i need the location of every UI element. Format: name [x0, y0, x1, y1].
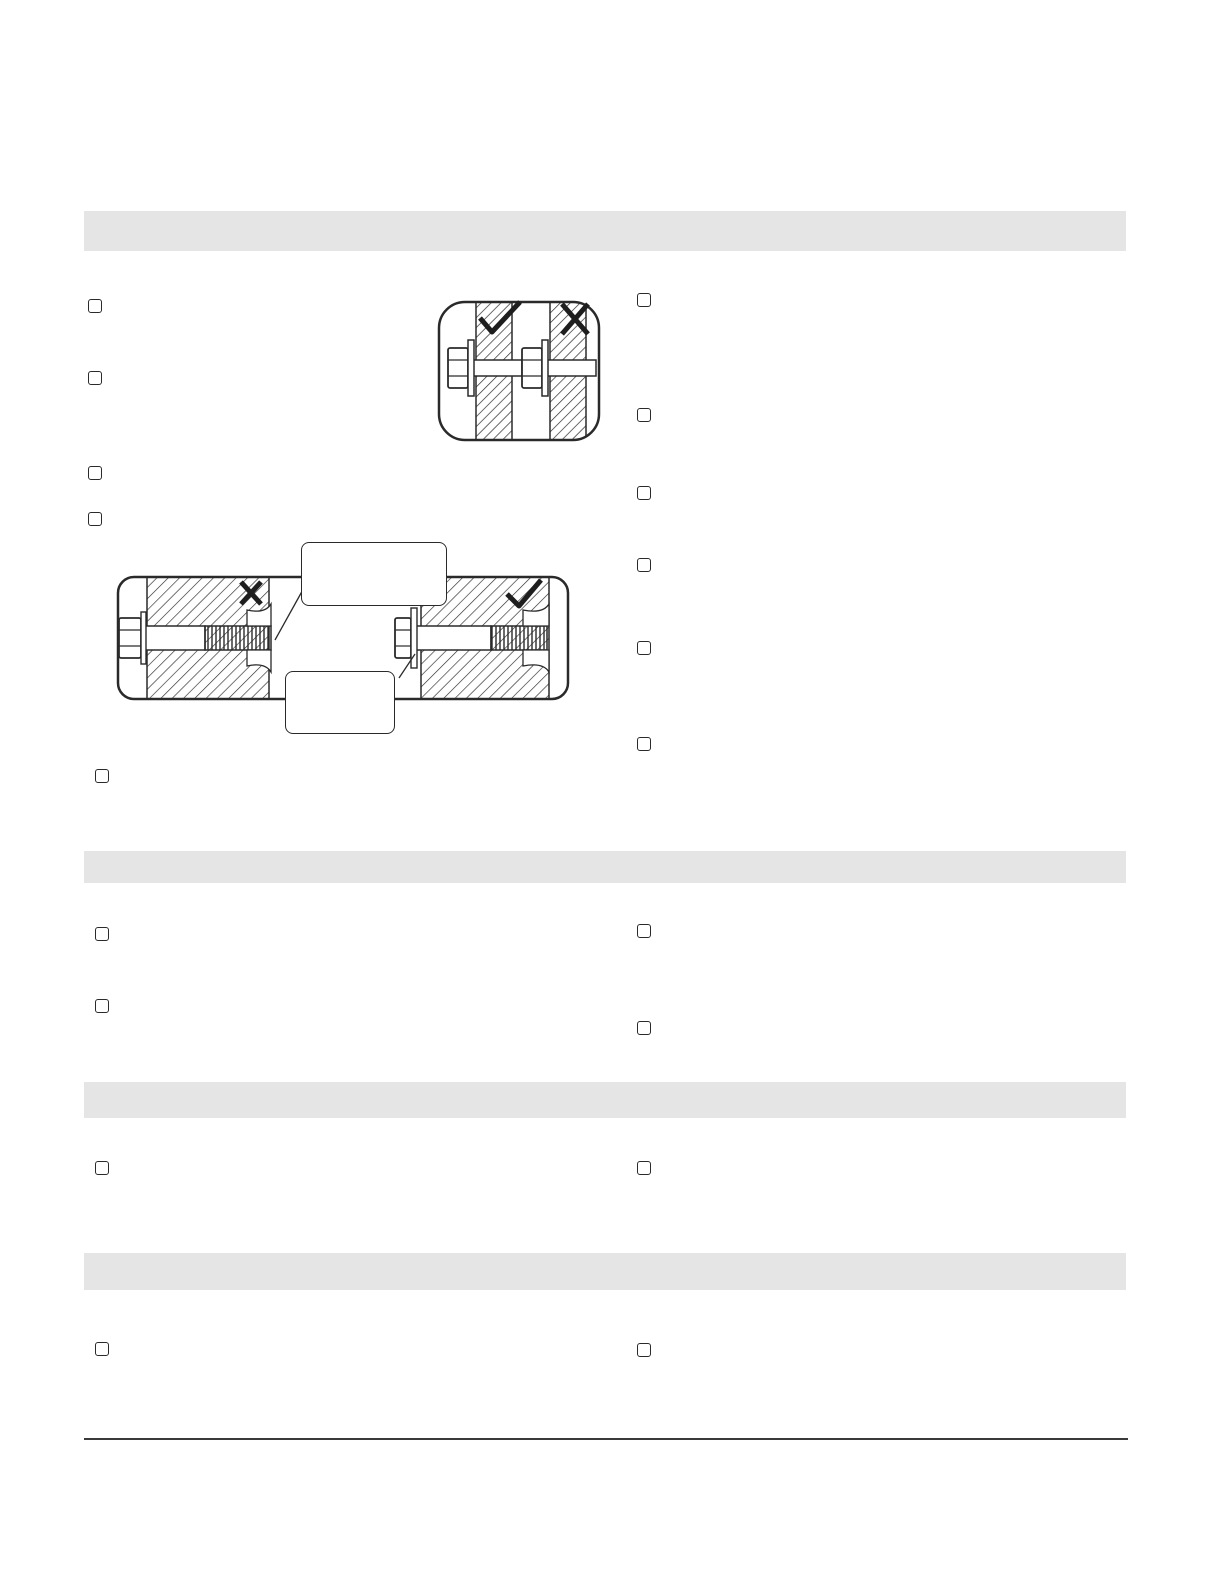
- checklist-checkbox[interactable]: [637, 558, 651, 572]
- checklist-checkbox[interactable]: [637, 1021, 651, 1035]
- checklist-checkbox[interactable]: [95, 927, 109, 941]
- checklist-checkbox[interactable]: [88, 512, 102, 526]
- checklist-checkbox[interactable]: [88, 371, 102, 385]
- checklist-checkbox[interactable]: [637, 1161, 651, 1175]
- section-header-band-2: [84, 851, 1126, 883]
- checklist-checkbox[interactable]: [95, 1161, 109, 1175]
- checklist-checkbox[interactable]: [88, 466, 102, 480]
- checklist-checkbox[interactable]: [637, 408, 651, 422]
- checklist-checkbox[interactable]: [637, 293, 651, 307]
- callout-box-top: [301, 542, 447, 606]
- section-header-band-1: [84, 211, 1126, 251]
- section-header-band-3: [84, 1082, 1126, 1118]
- checklist-checkbox[interactable]: [637, 641, 651, 655]
- checklist-checkbox[interactable]: [637, 737, 651, 751]
- checklist-checkbox[interactable]: [637, 924, 651, 938]
- checklist-checkbox[interactable]: [88, 299, 102, 313]
- washer-orientation-figure: [436, 298, 602, 444]
- checklist-checkbox[interactable]: [95, 1342, 109, 1356]
- checklist-checkbox[interactable]: [637, 486, 651, 500]
- checklist-checkbox[interactable]: [95, 769, 109, 783]
- footer-rule: [84, 1438, 1128, 1440]
- section-header-band-4: [84, 1253, 1126, 1290]
- checklist-checkbox[interactable]: [95, 999, 109, 1013]
- checklist-checkbox[interactable]: [637, 1343, 651, 1357]
- callout-box-bottom: [285, 671, 395, 734]
